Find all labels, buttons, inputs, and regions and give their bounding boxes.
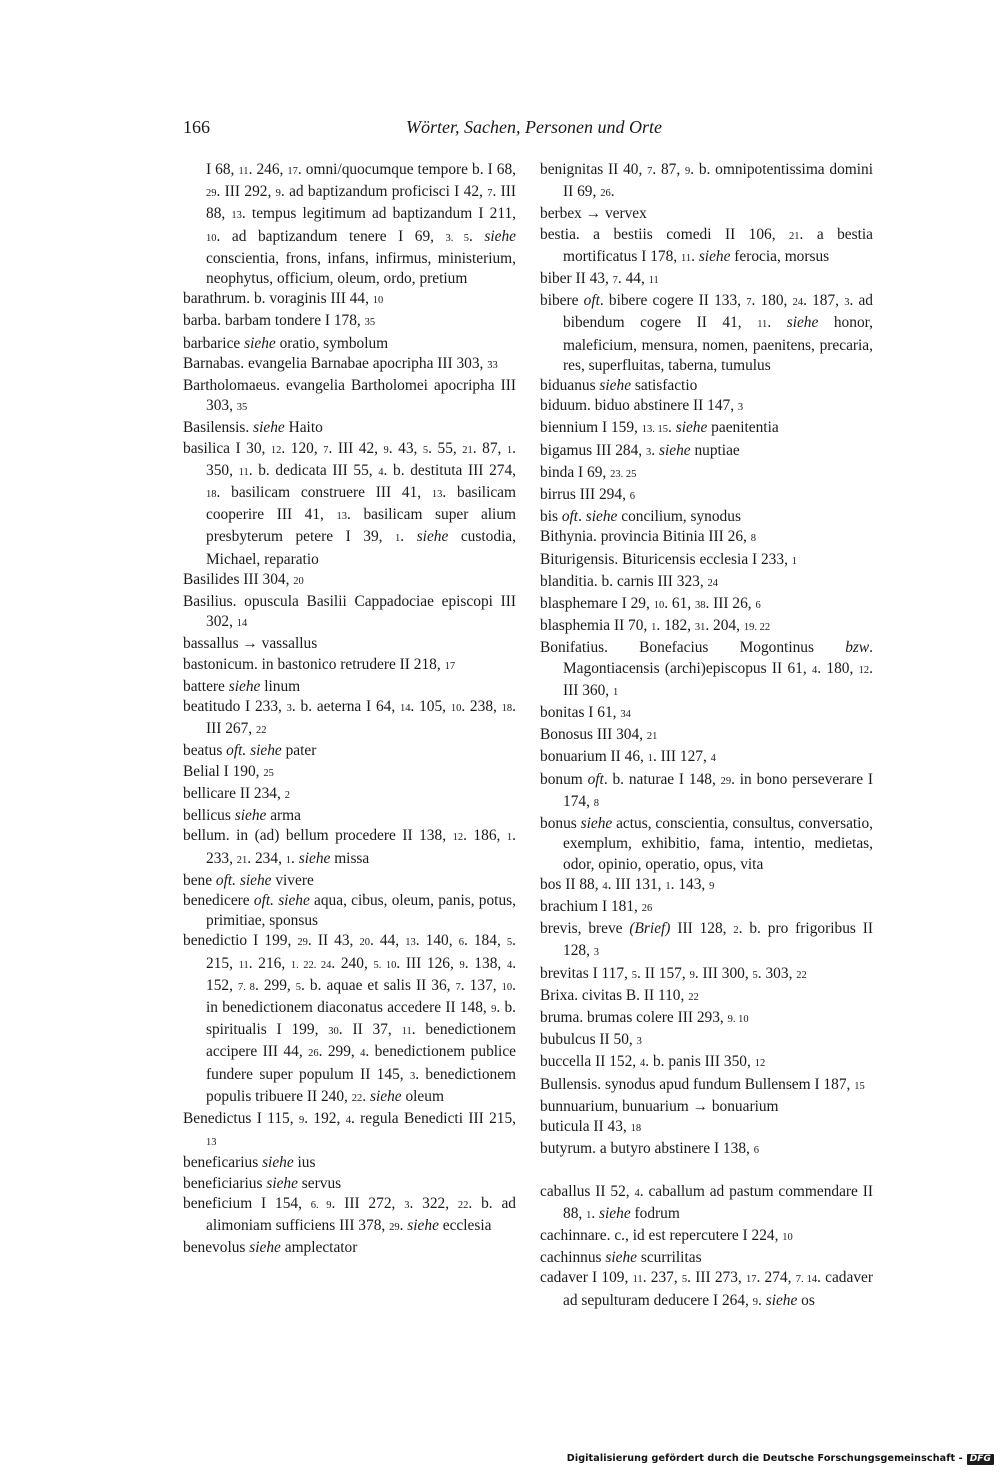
index-entry: beneficarius siehe ius — [183, 1154, 316, 1172]
index-entry: blanditia. b. carnis III 323, 24 — [540, 572, 719, 590]
index-entry: brachium I 181, 26 — [540, 897, 653, 915]
index-entry: brevis, breve (Brief) III 128, 2. b. pro frigoribus II 128, 3 — [540, 920, 874, 960]
index-entry: barba. barbam tondere I 178, 35 — [183, 312, 376, 330]
index-entry: buccella II 152, 4. b. panis III 350, 12 — [540, 1053, 766, 1071]
dfg-logo: DFG — [967, 1454, 994, 1465]
footer-credit-text: Digitalisierung gefördert durch die Deutsche Forschungsgemeinschaft - — [566, 1453, 963, 1464]
index-entry: bonuarium II 46, 1. III 127, 4 — [540, 748, 716, 766]
index-entry: benevolus siehe amplectator — [183, 1239, 358, 1257]
index-entry: Belial I 190, 25 — [183, 762, 274, 780]
index-entry: Basilides III 304, 20 — [183, 570, 304, 588]
index-entry: biennium I 159, 13. 15. siehe paenitentia — [540, 419, 779, 437]
index-entry: bellicare II 234, 2 — [183, 784, 290, 802]
index-entry: Basilensis. siehe Haito — [183, 419, 323, 437]
index-entry: benedictio I 199, 29. II 43, 20. 44, 13. 140, 6. 184, 5. 215, 11. 216, 1. 22. 24. 240, 5. 10. III 126, 9. 138, 4. 152, 7. 8. 299, 5. b. aquae et salis II 36, 7. 137, 10. in benedictionem diaconatus accedere II 148, 9. b. spiritualis I 199, 30. II 37, 11. benedictionem accipere III 44, 26. 299, 4. benedictionem publice fundere super populum II 145, 3. benedictionem populis tribuere II 240, 22. siehe oleum — [183, 932, 517, 1105]
index-entry: Brixa. civitas B. II 110, 22 — [540, 986, 699, 1004]
index-entry: buticula II 43, 18 — [540, 1117, 642, 1135]
index-entry: bibere oft. bibere cogere II 133, 7. 180, 24. 187, 3. ad bibendum cogere II 41, 11. siehe honor, maleficium, mensura, nomen, paenitens, precaria, res, superfluitas, taberna, tumulus — [540, 292, 873, 374]
index-entry: Barnabas. evangelia Barnabae apocripha III 303, 33 — [183, 354, 498, 372]
index-entry: bonitas I 61, 34 — [540, 704, 631, 722]
index-entry: beatitudo I 233, 3. b. aeterna I 64, 14. 105, 10. 238, 18. III 267, 22 — [183, 698, 517, 738]
index-entry: bubulcus II 50, 3 — [540, 1031, 642, 1049]
index-entry: bastonicum. in bastonico retrudere II 218, 17 — [183, 655, 456, 673]
index-entry: birrus III 294, 6 — [540, 486, 636, 504]
index-entry: battere siehe linum — [183, 677, 301, 695]
index-entry: cadaver I 109, 11. 237, 5. III 273, 17. 274, 7. 14. cadaver ad sepulturam deducere I 264, 9. siehe os — [540, 1269, 873, 1309]
index-entry: bruma. brumas colere III 293, 9. 10 — [540, 1008, 749, 1026]
index-entry: bellum. in (ad) bellum procedere II 138, 12. 186, 1. 233, 21. 234, 1. siehe missa — [183, 827, 516, 867]
index-entry: beneficium I 154, 6. 9. III 272, 3. 322, 22. b. ad alimoniam sufficiens III 378, 29. siehe ecclesia — [183, 1194, 517, 1234]
index-entry: cachinnare. c., id est repercutere I 224, 10 — [540, 1226, 793, 1244]
index-entry: bene oft. siehe vivere — [183, 871, 314, 889]
index-entry: beneficiarius siehe servus — [183, 1174, 342, 1192]
index-entry: caballus II 52, 4. caballum ad pastum commendare II 88, 1. siehe fodrum — [540, 1182, 873, 1222]
running-head-title: Wörter, Sachen, Personen und Orte — [406, 117, 662, 137]
index-entry: brevitas I 117, 5. II 157, 9. III 300, 5. 303, 22 — [540, 964, 807, 982]
index-entry: blasphemia II 70, 1. 182, 31. 204, 19. 22 — [540, 617, 771, 635]
index-entry: bellicus siehe arma — [183, 807, 301, 825]
index-entry: bassallus → vassallus — [183, 635, 318, 653]
index-entry: bunnuarium, bunuarium → bonuarium — [540, 1097, 779, 1115]
index-entry: Bullensis. synodus apud fundum Bullensem I 187, 15 — [540, 1075, 865, 1093]
index-column-right — [540, 160, 873, 1313]
index-entry: I 68, 11. 246, 17. omni/quocumque tempore b. I 68, 29. III 292, 9. ad baptizandum proficisci I 42, 7. III 88, 13. tempus legitimum ad baptizandum I 211, 10. ad baptizandum tenere I 69, 3. 5. siehe conscientia, frons, infans, infirmus, ministerium, neophytus, officium, oleum, ordo, pretium — [206, 161, 517, 288]
index-entry: bos II 88, 4. III 131, 1. 143, 9 — [540, 875, 715, 893]
index-entry: Bonifatius. Bonefacius Mogontinus bzw. Magontiacensis (archi)episcopus II 61, 4. 180, 12. III 360, 1 — [540, 639, 873, 699]
index-entry: binda I 69, 23. 25 — [540, 463, 637, 481]
index-entry: Bithynia. provincia Bitinia III 26, 8 — [540, 528, 756, 546]
index-entry: biduum. biduo abstinere II 147, 3 — [540, 397, 744, 415]
footer-credit — [567, 1452, 994, 1466]
index-entry: beatus oft. siehe pater — [183, 742, 317, 760]
index-entry: Biturigensis. Bituricensis ecclesia I 233, 1 — [540, 550, 798, 568]
index-entry: Bonosus III 304, 21 — [540, 726, 658, 744]
index-entry: benedicere oft. siehe aqua, cibus, oleum, panis, potus, primitiae, sponsus — [183, 891, 516, 930]
index-entry: bestia. a bestiis comedi II 106, 21. a bestia mortificatus I 178, 11. siehe ferocia, morsus — [540, 225, 874, 265]
index-entry: biber II 43, 7. 44, 11 — [540, 270, 659, 288]
index-entry: Basilius. opuscula Basilii Cappadociae episcopi III 302, 14 — [183, 593, 516, 631]
index-entry: bonum oft. b. naturae I 148, 29. in bono perseverare I 174, 8 — [540, 770, 874, 810]
index-entry: Bartholomaeus. evangelia Bartholomei apocripha III 303, 35 — [183, 377, 516, 415]
index-entry: cachinnus siehe scurrilitas — [540, 1249, 702, 1267]
index-entry: bigamus III 284, 3. siehe nuptiae — [540, 441, 740, 459]
index-entry: blasphemare I 29, 10. 61, 38. III 26, 6 — [540, 595, 761, 613]
index-entry: biduanus siehe satisfactio — [540, 377, 698, 395]
index-entry: Benedictus I 115, 9. 192, 4. regula Benedicti III 215, 13 — [183, 1109, 516, 1149]
index-entry: benignitas II 40, 7. 87, 9. b. omnipotentissima domini II 69, 26. — [540, 161, 874, 201]
index-entry: butyrum. a butyro abstinere I 138, 6 — [540, 1140, 759, 1158]
index-entry: bonus siehe actus, conscientia, consultus, conversatio, exemplum, exhibitio, fama, intentio, medietas, odor, opinio, operatio, opus, vita — [540, 815, 873, 873]
index-entry: barathrum. b. voraginis III 44, 10 — [183, 290, 384, 308]
page-number: 166 — [183, 117, 210, 137]
index-entry: bis oft. siehe concilium, synodus — [540, 508, 741, 526]
index-column-left — [183, 160, 516, 1258]
index-entry: barbarice siehe oratio, symbolum — [183, 334, 389, 352]
index-entry: basilica I 30, 12. 120, 7. III 42, 9. 43, 5. 55, 21. 87, 1. 350, 11. b. dedicata III 55, 4. b. destituta III 274, 18. basilicam construere III 41, 13. basilicam cooperire III 41, 13. basilicam super alium presbyterum petere I 39, 1. siehe custodia, Michael, reparatio — [183, 439, 516, 568]
index-entry: berbex → vervex — [540, 205, 647, 223]
